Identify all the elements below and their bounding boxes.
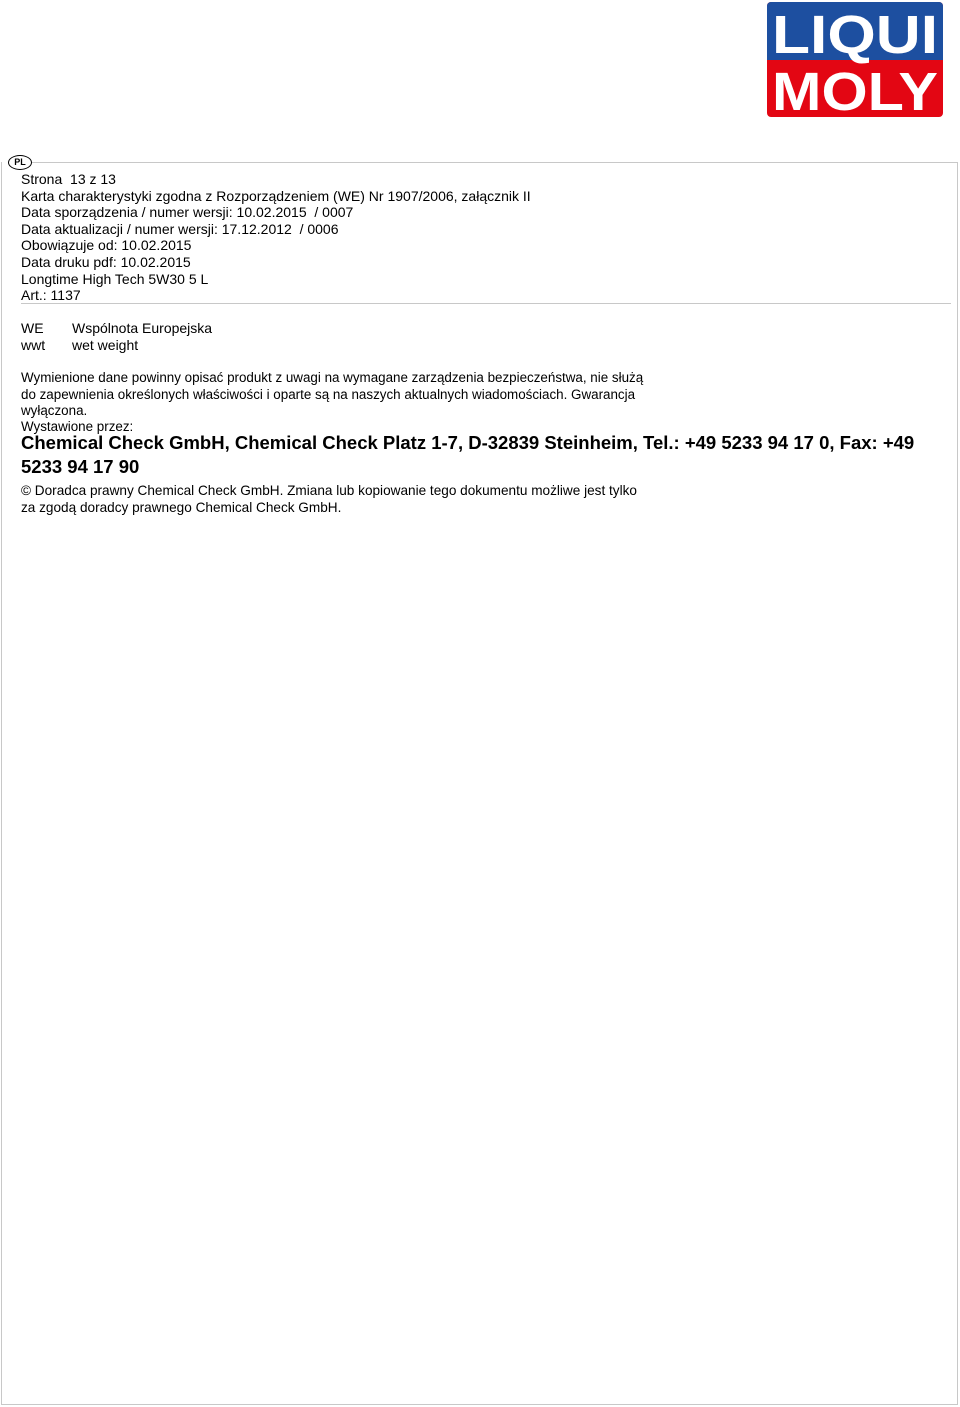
abbreviation-code: WE bbox=[21, 320, 44, 336]
issuer-contact: Chemical Check GmbH, Chemical Check Platz 1-7, D-32839 Steinheim, Tel.: +49 5233 94 17 0, Fax: +49 5233 94 17 90 bbox=[21, 432, 915, 477]
language-badge: PL bbox=[8, 155, 32, 170]
document-header bbox=[21, 171, 531, 304]
abbreviation-row bbox=[21, 337, 212, 354]
header-divider bbox=[21, 303, 951, 304]
logo-line-1: LIQUI bbox=[772, 5, 938, 65]
print-date: Data druku pdf: 10.02.2015 bbox=[21, 253, 191, 270]
valid-from: Obowiązuje od: 10.02.2015 bbox=[21, 237, 192, 254]
issued-by-label: Wystawione przez: bbox=[21, 419, 134, 434]
abbreviation-meaning: wet weight bbox=[72, 336, 139, 353]
abbreviation-row bbox=[21, 320, 212, 337]
abbreviation-code: wwt bbox=[21, 336, 46, 353]
prepared-date: Data sporządzenia / numer wersji: 10.02.2015 / 0007 bbox=[21, 204, 354, 221]
top-divider bbox=[30, 162, 958, 163]
liqui-moly-logo bbox=[767, 2, 943, 117]
product-name: Longtime High Tech 5W30 5 L bbox=[21, 270, 209, 287]
abbreviation-meaning: Wspólnota Europejska bbox=[72, 320, 213, 336]
updated-date: Data aktualizacji / numer wersji: 17.12.2012 / 0006 bbox=[21, 220, 339, 237]
article-number: Art.: 1137 bbox=[21, 287, 81, 304]
page-number: Strona 13 z 13 bbox=[21, 171, 116, 187]
disclaimer-text: Wymienione dane powinny opisać produkt z uwagi na wymagane zarządzenia bezpieczeństwa, nie służą do zapewnienia określonych właściwości i oparte są na naszych aktualnych wiadomościach. Gwarancja wyłączona. bbox=[21, 370, 644, 419]
logo-line-2: MOLY bbox=[772, 62, 938, 117]
abbreviations-list bbox=[21, 320, 212, 353]
document-title: Karta charakterystyki zgodna z Rozporządzeniem (WE) Nr 1907/2006, załącznik II bbox=[21, 187, 531, 204]
copyright-notice: © Doradca prawny Chemical Check GmbH. Zmiana lub kopiowanie tego dokumentu możliwe jest tylko za zgodą doradcy prawnego Chemical Check GmbH. bbox=[21, 483, 637, 515]
